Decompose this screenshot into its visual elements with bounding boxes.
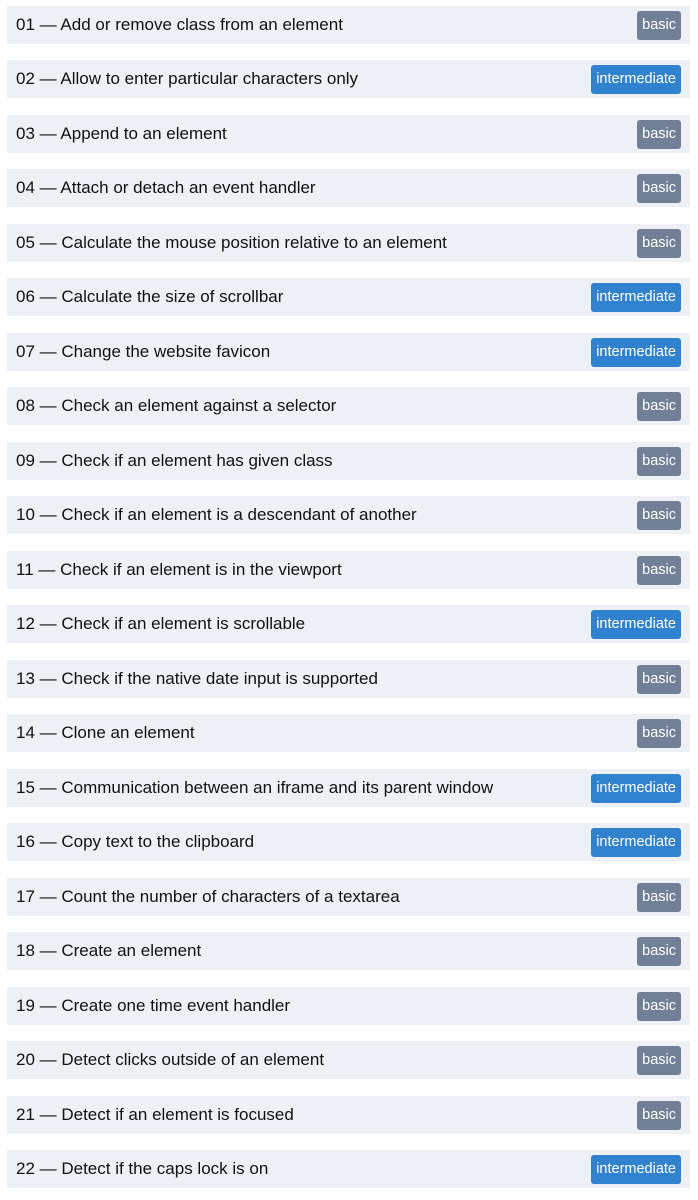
list-item[interactable] xyxy=(7,1150,690,1188)
level-badge: basic xyxy=(637,556,681,585)
list-item-title: 07 — Change the website favicon xyxy=(16,342,271,361)
list-item-title: 09 — Check if an element has given class xyxy=(16,451,333,470)
level-badge: intermediate xyxy=(591,283,681,312)
level-badge: intermediate xyxy=(591,774,681,803)
list-item-title: 14 — Clone an element xyxy=(16,723,195,742)
list-item-title: 06 — Calculate the size of scrollbar xyxy=(16,287,284,306)
list-item-title: 19 — Create one time event handler xyxy=(16,996,291,1015)
level-badge: basic xyxy=(637,11,681,40)
list-item[interactable] xyxy=(7,115,690,153)
level-badge: intermediate xyxy=(591,338,681,367)
list-item[interactable] xyxy=(7,605,690,643)
level-badge: basic xyxy=(637,501,681,530)
list-item-title: 20 — Detect clicks outside of an element xyxy=(16,1050,325,1069)
list-item[interactable] xyxy=(7,169,690,207)
list-item[interactable] xyxy=(7,878,690,916)
level-badge: basic xyxy=(637,1046,681,1075)
list-item-title: 05 — Calculate the mouse position relative to an element xyxy=(16,233,447,252)
level-badge: intermediate xyxy=(591,610,681,639)
list-item-title: 21 — Detect if an element is focused xyxy=(16,1105,294,1124)
list-item[interactable] xyxy=(7,660,690,698)
list-item-title: 11 — Check if an element is in the viewport xyxy=(16,560,342,579)
list-item[interactable] xyxy=(7,278,690,316)
list-item-title: 13 — Check if the native date input is supported xyxy=(16,669,378,688)
list-item-title: 04 — Attach or detach an event handler xyxy=(16,178,316,197)
list-item[interactable] xyxy=(7,224,690,262)
list-item[interactable] xyxy=(7,551,690,589)
list-item[interactable] xyxy=(7,496,690,534)
level-badge: basic xyxy=(637,992,681,1021)
list-item[interactable] xyxy=(7,387,690,425)
list-item[interactable] xyxy=(7,823,690,861)
level-badge: basic xyxy=(637,174,681,203)
list-item[interactable] xyxy=(7,60,690,98)
list-item-title: 10 — Check if an element is a descendant of another xyxy=(16,505,417,524)
level-badge: basic xyxy=(637,665,681,694)
list-item[interactable] xyxy=(7,932,690,970)
level-badge: basic xyxy=(637,1101,681,1130)
level-badge: basic xyxy=(637,120,681,149)
level-badge: basic xyxy=(637,719,681,748)
list-item-title: 02 — Allow to enter particular characters only xyxy=(16,69,359,88)
list-item[interactable] xyxy=(7,987,690,1025)
level-badge: basic xyxy=(637,447,681,476)
level-badge: basic xyxy=(637,229,681,258)
list-item-title: 08 — Check an element against a selector xyxy=(16,396,337,415)
list-item-title: 01 — Add or remove class from an element xyxy=(16,15,343,34)
list-item[interactable] xyxy=(7,442,690,480)
list-item-title: 18 — Create an element xyxy=(16,941,202,960)
list-item-title: 17 — Count the number of characters of a textarea xyxy=(16,887,400,906)
list-item-title: 22 — Detect if the caps lock is on xyxy=(16,1159,269,1178)
list-item[interactable] xyxy=(7,1041,690,1079)
level-badge: intermediate xyxy=(591,1155,681,1184)
list-item[interactable] xyxy=(7,333,690,371)
level-badge: intermediate xyxy=(591,828,681,857)
list-item-title: 12 — Check if an element is scrollable xyxy=(16,614,306,633)
list-item[interactable] xyxy=(7,769,690,807)
list-item-title: 15 — Communication between an iframe and its parent window xyxy=(16,778,494,797)
level-badge: basic xyxy=(637,883,681,912)
list-item-title: 03 — Append to an element xyxy=(16,124,227,143)
list-item-title: 16 — Copy text to the clipboard xyxy=(16,832,255,851)
level-badge: basic xyxy=(637,937,681,966)
list-item[interactable] xyxy=(7,1096,690,1134)
list-item[interactable] xyxy=(7,714,690,752)
list-item[interactable] xyxy=(7,6,690,44)
level-badge: basic xyxy=(637,392,681,421)
level-badge: intermediate xyxy=(591,65,681,94)
